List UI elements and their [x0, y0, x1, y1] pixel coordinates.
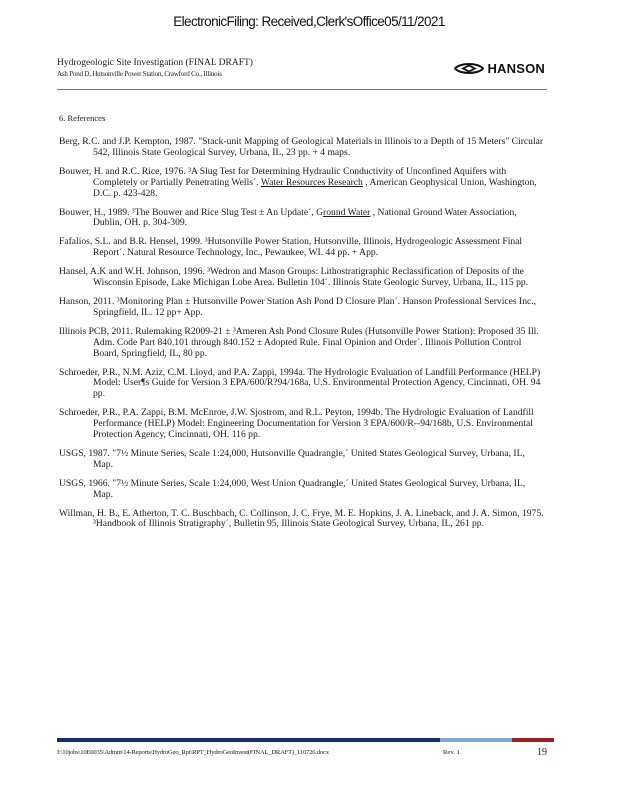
- reference-item: Willman, H. B., E. Atherton, T. C. Buschbach, C. Collinson, J. C. Frye, M. E. Hopkins, J. A. Lineback, and J. A. Simon, 1975. ³Handbook of Illinois Stratigraphy´, Bulletin 95, Illinois State Geological Survey, Urbana, IL, 261 pp.: [59, 507, 544, 530]
- reference-item: Hanson, 2011. ³Monitoring Plan ± Hutsonville Power Station Ash Pond D Closure Plan´. Hanson Professional Services Inc., Springfield, IL. 12 pp+ App.: [59, 295, 537, 318]
- logo-wordmark: HANSON: [487, 61, 545, 76]
- footer-color-bar: [57, 738, 554, 742]
- footer-bar-red-segment: [512, 738, 554, 742]
- hanson-logo: [454, 61, 545, 76]
- references-list: [59, 137, 547, 538]
- reference-item: [59, 208, 547, 230]
- reference-item: USGS, 1987. "7½ Minute Series, Scale 1:24,000, Hutsonville Quadrangle,´ United States Geological Survey, Urbana, IL, Map.: [59, 447, 525, 470]
- reference-journal: Water Resources Research: [260, 176, 363, 188]
- document-subtitle: Ash Pond D, Hutsonville Power Station, Crawford Co., Illinois: [57, 70, 222, 78]
- footer-bar-lightblue-segment: [440, 738, 512, 742]
- reference-item: Illinois PCB, 2011. Rulemaking R2009-21 ± ³Ameren Ash Pond Closure Rules (Hutsonville Power Station): Proposed 35 Ill. Adm. Code Part 840.101 through 840.152 ± Adopted Rule. Final Opinion and Order´. Illinois Pollution Control Board, Springfield, IL, 80 pp.: [59, 325, 539, 359]
- reference-text: , American Geophysical Union, Washington, D.C. p. 423-428.: [93, 176, 537, 199]
- document-title: Hydrogeologic Site Investigation (FINAL DRAFT): [57, 58, 253, 68]
- reference-item: Berg, R.C. and J.P. Kempton, 1987. "Stack-unit Mapping of Geological Materials in Illinois to a Depth of 15 Meters" Circular 542, Illinois State Geological Survey, Urbana, IL, 23 pp. + 4 maps.: [59, 136, 544, 158]
- reference-item: USGS, 1966. "7½ Minute Series, Scale 1:24,000, West Union Quadrangle,´ United States Geological Survey, Urbana, IL, Map.: [59, 477, 526, 500]
- page-header: [57, 57, 547, 85]
- reference-text: Bouwer, H. and R.C. Rice, 1976. ³A Slug Test for Determining Hydraulic Conductivity of Unconfined Aquifers with Completely or Partially Penetrating Wells´.: [59, 165, 507, 188]
- electronic-filing-stamp: ElectronicFiling: Received,Clerk'sOffice05/11/2021: [173, 14, 445, 29]
- hanson-logo-icon: [454, 61, 484, 76]
- section-title: 6. References: [59, 113, 106, 123]
- reference-text: , National Ground Water Association, Dublin, OH. p. 304-309.: [93, 206, 517, 229]
- reference-text: Bouwer, H., 1989. ³The Bouwer and Rice Slug Test ± An Update´, G: [59, 206, 324, 218]
- reference-item: [59, 167, 547, 200]
- footer-file-path: I:\10jobs\10E0035\Admin\14-Reports\HydroGeo_Rpt\RPT_HydroGeoInvest(FINAL_DRAFT)_110726.docx: [57, 749, 329, 756]
- reference-journal: round Water: [323, 206, 371, 218]
- header-divider: [57, 89, 547, 90]
- page-footer: [57, 747, 554, 761]
- footer-bar-navy-segment: [57, 738, 440, 742]
- reference-item: Hansel, A.K and W.H. Johnson, 1996. ³Wedron and Mason Groups: Lithostratigraphic Reclassification of Deposits of the Wisconsin Episode, Lake Michigan Lobe Area. Bulletin 104´. Illinois State Geologic Survey, Urbana, IL, 115 pp.: [59, 266, 529, 289]
- footer-revision: Rev. 1: [443, 749, 460, 756]
- page-number: 19: [537, 747, 547, 758]
- reference-item: Schroeder, P.R., N.M. Aziz, C.M. Lloyd, and P.A. Zappi, 1994a. The Hydrologic Evaluation of Landfill Performance (HELP) Model: User¶s Guide for Version 3 EPA/600/R?94/168a, U.S. Environmental Protection Agency, Cincinnati, OH. 94 pp.: [59, 366, 541, 400]
- reference-item: Fafalios, S.L. and B.R. Hensel, 1999. ³Hutsonville Power Station, Hutsonville, Illinois, Hydrogeologic Assessment Final Report´. Natural Resource Technology, Inc., Pewaukee, WI. 44 pp. + App.: [59, 236, 523, 259]
- reference-item: Schroeder, P.R., P.A. Zappi, B.M. McEnroe, J.W. Sjostrom, and R.L. Peyton, 1994b. The Hydrologic Evaluation of Landfill Performance (HELP) Model: Engineering Documentation for Version 3 EPA/600/R--94/168b, U.S. Environmental Protection Agency, Cincinnati, OH. 116 pp.: [59, 407, 534, 441]
